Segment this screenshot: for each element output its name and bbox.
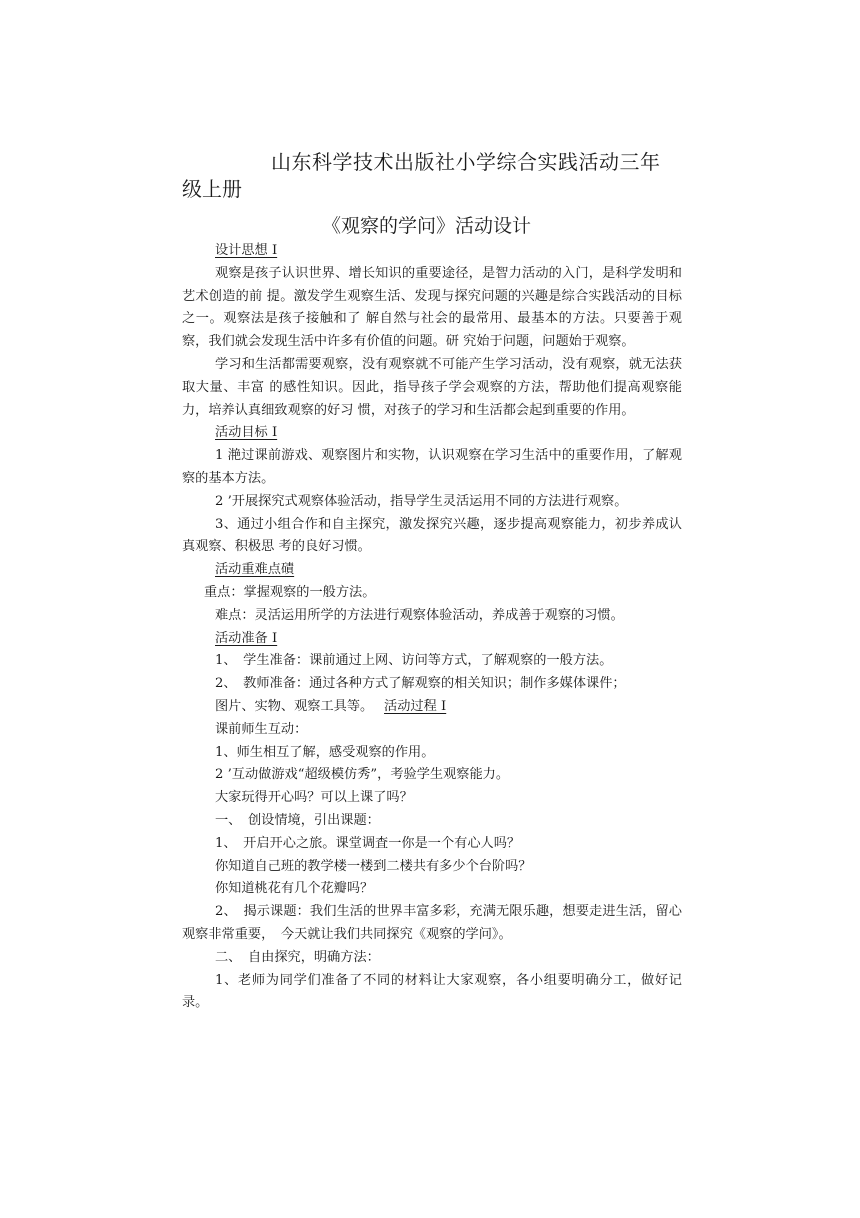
prep-item: 2、 教师准备：通过各种方式了解观察的相关知识；制作多媒体课件； xyxy=(215,676,626,692)
process-line: 1、老师为同学们准备了不同的材料让大家观察，各小组要明确分工，做好记录。 xyxy=(182,972,682,1011)
process-line: 2 ’互动做游戏“超级模仿秀”，考验学生观察能力。 xyxy=(215,767,510,783)
difficult-point: 难点：灵活运用所学的方法进行观察体验活动，养成善于观察的习惯。 xyxy=(215,607,624,623)
process-line: 你知道桃花有几个花瓣吗？ xyxy=(215,881,374,897)
process-line: 1、 开启开心之旅。课堂调査一你是一个有心人吗？ xyxy=(215,835,521,851)
document-subtitle: 《观察的学问》活动设计 xyxy=(322,215,532,237)
process-line: 大家玩得开心吗？可以上课了吗？ xyxy=(215,790,413,806)
paragraph: 观察是孩子认识世界、增长知识的重要途径，是智力活动的入门，是科学发明和艺术创造的前 提。激发学生观察生活、发现与探究问题的兴趣是综合实践活动的目标之一。观察法是孩子接触和了 解自然与社会的最常用、最基本的方法。只要善于观察，我们就会发现生活中许多有价值的问题。研 究始于问题，问题始于观察。 xyxy=(182,265,682,350)
goal-item: 2 ’开展探究式观察体验活动，指导学生灵活运用不同的方法进行观察。 xyxy=(215,493,628,509)
process-line: 1、师生相互了解，感受观察的作用。 xyxy=(215,744,435,760)
prep-item: 1、 学生准备：课前通过上网、访问等方式，了解观察的一般方法。 xyxy=(215,653,613,669)
process-line: 2、 揭示课题：我们生活的世界丰富多彩，充满无限乐趣，想要走进生活，留心观察非常重要， 今天就让我们共同探究《观察的学问》。 xyxy=(182,904,682,942)
section-heading-design-idea: 设计思想 I xyxy=(215,243,278,258)
section-heading-key-points: 活动重难点磧 xyxy=(215,562,295,578)
section-heading-process: 活动过程 I xyxy=(384,698,447,714)
process-part-heading: 一、 创设情境，引出课题： xyxy=(215,812,380,828)
paragraph: 学习和生活都需要观察，没有观察就不可能产生学习活动，没有观察，就无法获取大量、丰富 的感性知识。因此，指导孩子学会观察的方法，帮助他们提高观察能力，培养认真细致观察的好习 惯，对孩子的学习和生活都会起到重要的作用。 xyxy=(182,356,682,418)
key-point: 重点：掌握观察的一般方法。 xyxy=(204,584,376,600)
section-heading-goals: 活动目标 I xyxy=(215,425,278,441)
document-title-line2: 级上册 xyxy=(182,177,242,201)
process-line: 课前师生互动： xyxy=(215,721,308,737)
process-line: 你知道自己班的教学楼一楼到二楼共有多少个台阶吗？ xyxy=(215,858,532,874)
prep-item-continued: 图片、实物、观察工具等。 活动过程 I xyxy=(215,698,447,714)
goal-item: 3、通过小组合作和自主探究，激发探究兴趣，逐步提高观察能力，初步养成认真观察、积极思 考的良好习惯。 xyxy=(182,516,682,555)
process-part-heading: 二、 自由探究，明确方法： xyxy=(215,949,380,965)
goal-item: 1 滟过课前游戏、观察图片和实物，认识观察在学习生活中的重要作用，了解观察的基本方法。 xyxy=(182,448,682,486)
section-heading-preparation: 活动准备 I xyxy=(215,630,278,646)
document-title-line1: 山东科学技术出版社小学综合实践活动三年 xyxy=(271,150,661,174)
document-body xyxy=(182,240,682,1015)
